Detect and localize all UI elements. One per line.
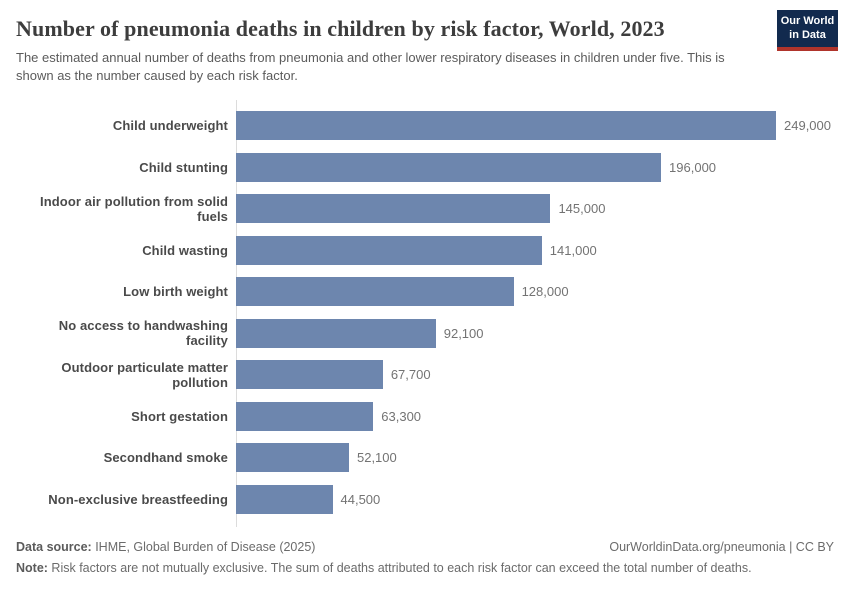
chart-subtitle: The estimated annual number of deaths from pneumonia and other lower respiratory diseases in children under five. This is shown as the number caused by each risk factor. xyxy=(16,50,725,84)
category-label: Child stunting xyxy=(139,159,228,175)
bar-row xyxy=(16,229,834,271)
data-source xyxy=(16,540,315,554)
chart-footer xyxy=(16,540,834,575)
value-label: 128,000 xyxy=(521,284,569,300)
bar-row xyxy=(16,271,834,313)
bar-area xyxy=(236,354,834,396)
bar-row xyxy=(16,312,834,354)
footer-line1 xyxy=(16,540,834,554)
chart-header xyxy=(0,0,850,86)
value-label: 52,100 xyxy=(356,450,397,466)
value-label: 44,500 xyxy=(340,491,381,507)
value-label: 92,100 xyxy=(443,325,484,341)
bar-area xyxy=(236,188,834,230)
bar[interactable] xyxy=(236,402,373,431)
owid-logo[interactable] xyxy=(777,10,838,51)
footer-note xyxy=(16,561,834,575)
bar[interactable] xyxy=(236,194,550,223)
bar[interactable] xyxy=(236,153,661,182)
owid-logo-line2: in Data xyxy=(789,28,826,41)
bar-area xyxy=(236,312,834,354)
bar-row xyxy=(16,146,834,188)
category-label: No access to handwashing facility xyxy=(58,318,228,349)
note-value: Risk factors are not mutually exclusive. The sum of deaths attributed to each risk factor can exceed the total number of deaths. xyxy=(47,560,752,575)
category-label: Short gestation xyxy=(131,408,228,424)
bar-row xyxy=(16,437,834,479)
chart-title: Number of pneumonia deaths in children by risk factor, World, 2023 xyxy=(16,16,665,41)
value-label: 145,000 xyxy=(558,201,606,217)
bar-row xyxy=(16,395,834,437)
value-label: 249,000 xyxy=(784,118,831,134)
bar-area xyxy=(236,395,834,437)
bar-area xyxy=(236,146,834,188)
bar-area xyxy=(236,478,834,520)
category-label: Child wasting xyxy=(142,242,228,258)
bar-chart xyxy=(16,105,834,520)
bar[interactable] xyxy=(236,236,542,265)
credit-link[interactable]: OurWorldinData.org/pneumonia | CC BY xyxy=(609,539,834,554)
bar-area xyxy=(236,105,834,147)
value-label: 67,700 xyxy=(390,367,431,383)
bar-area xyxy=(236,229,834,271)
bar[interactable] xyxy=(236,360,383,389)
bar-area xyxy=(236,271,834,313)
owid-logo-line1: Our World xyxy=(780,15,835,27)
bar-row xyxy=(16,105,834,147)
bar-area xyxy=(236,437,834,479)
bar[interactable] xyxy=(236,277,514,306)
value-label: 196,000 xyxy=(669,159,717,175)
bar-row xyxy=(16,354,834,396)
bar[interactable] xyxy=(236,485,333,514)
value-label: 141,000 xyxy=(549,242,597,258)
category-label: Low birth weight xyxy=(123,284,228,300)
category-label: Indoor air pollution from solid fuels xyxy=(40,193,228,224)
bar[interactable] xyxy=(236,111,776,140)
bar-row xyxy=(16,478,834,520)
data-source-value: IHME, Global Burden of Disease (2025) xyxy=(91,539,316,554)
bar[interactable] xyxy=(236,443,349,472)
category-label: Secondhand smoke xyxy=(103,450,228,466)
bar[interactable] xyxy=(236,319,436,348)
category-label: Child underweight xyxy=(112,118,228,134)
data-source-label: Data source: xyxy=(16,539,92,554)
category-label: Non-exclusive breastfeeding xyxy=(48,491,228,507)
bar-row xyxy=(16,188,834,230)
note-label: Note: xyxy=(16,560,48,575)
value-label: 63,300 xyxy=(381,408,422,424)
plot-rows xyxy=(16,105,834,520)
category-label: Outdoor particulate matter pollution xyxy=(61,359,228,390)
